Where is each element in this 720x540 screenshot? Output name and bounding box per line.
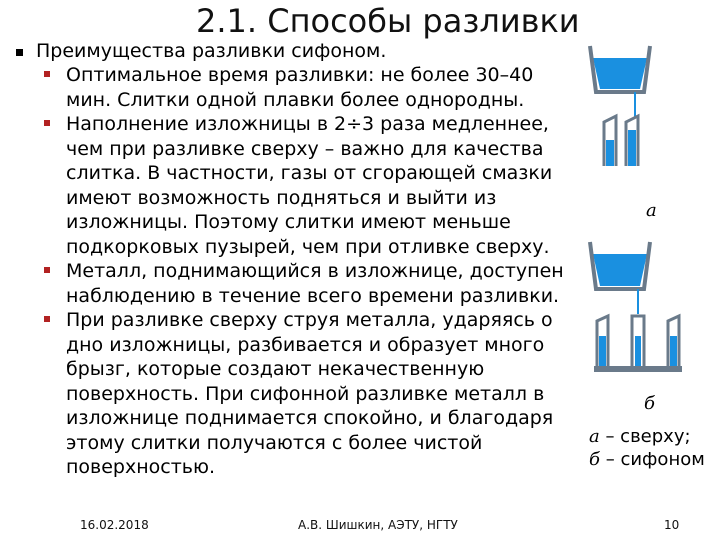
legend-a: а – сверху; — [589, 426, 691, 447]
sub-bullet-3 — [14, 259, 584, 308]
siphon-channel — [594, 366, 682, 372]
top-pouring-diagram — [590, 46, 650, 166]
bullet-marker — [16, 49, 23, 56]
bullet-marker — [44, 120, 50, 126]
sub-bullet-text: Оптимальное время разливки: не более 30–40 мин. Слитки одной плавки более однородны. — [66, 64, 534, 111]
bullet-marker — [44, 316, 50, 322]
siphon-pouring-diagram — [590, 242, 682, 372]
bullet-marker — [44, 71, 50, 77]
ingot-a-right — [628, 130, 636, 166]
slide-title: 2.1. Способы разливки — [196, 2, 580, 40]
sub-bullet-4 — [14, 308, 584, 480]
main-bullet — [14, 40, 584, 63]
ingot-b-right — [670, 336, 677, 366]
ladle-b-metal — [593, 254, 647, 286]
bullet-marker — [44, 267, 50, 273]
page-number: 10 — [664, 518, 680, 532]
ladle-a-metal — [593, 58, 647, 89]
footer-author: А.В. Шишкин, АЭТУ, НГТУ — [298, 518, 458, 532]
footer-date: 16.02.2018 — [80, 518, 149, 532]
label-b: б — [644, 393, 655, 414]
legend-b: б – сифоном — [589, 449, 705, 470]
ingot-a-left — [606, 140, 614, 166]
bullet-heading: Преимущества разливки сифоном. — [36, 40, 387, 62]
slide-body — [14, 40, 584, 480]
sub-bullet-text: Наполнение изложницы в 2÷3 раза медленнее, чем при разливке сверху – важно для качества слитка. В частности, газы от сгорающей смазки имеют возможность подняться и выйти из изложницы. Поэтому слитки имеют меньше подкорковых пузырей, чем при отливке сверху. — [66, 113, 553, 258]
sub-bullet-2 — [14, 112, 584, 259]
funnel-metal — [635, 336, 641, 366]
sub-bullet-text: При разливке сверху струя металла, ударяясь о дно изложницы, разбивается и образует много брызг, которые создают некачественную поверхность. При сифонной разливке металл в изложнице поднимается спокойно, и благодаря этому слитки получаются с более чистой поверхностью. — [66, 309, 554, 478]
figure-legend — [589, 425, 719, 471]
label-a: а — [646, 200, 657, 221]
ingot-b-left — [599, 336, 606, 366]
sub-bullet-text: Металл, поднимающийся в изложнице, доступен наблюдению в течение всего времени разливки. — [66, 260, 564, 307]
sub-bullet-1 — [14, 63, 584, 112]
